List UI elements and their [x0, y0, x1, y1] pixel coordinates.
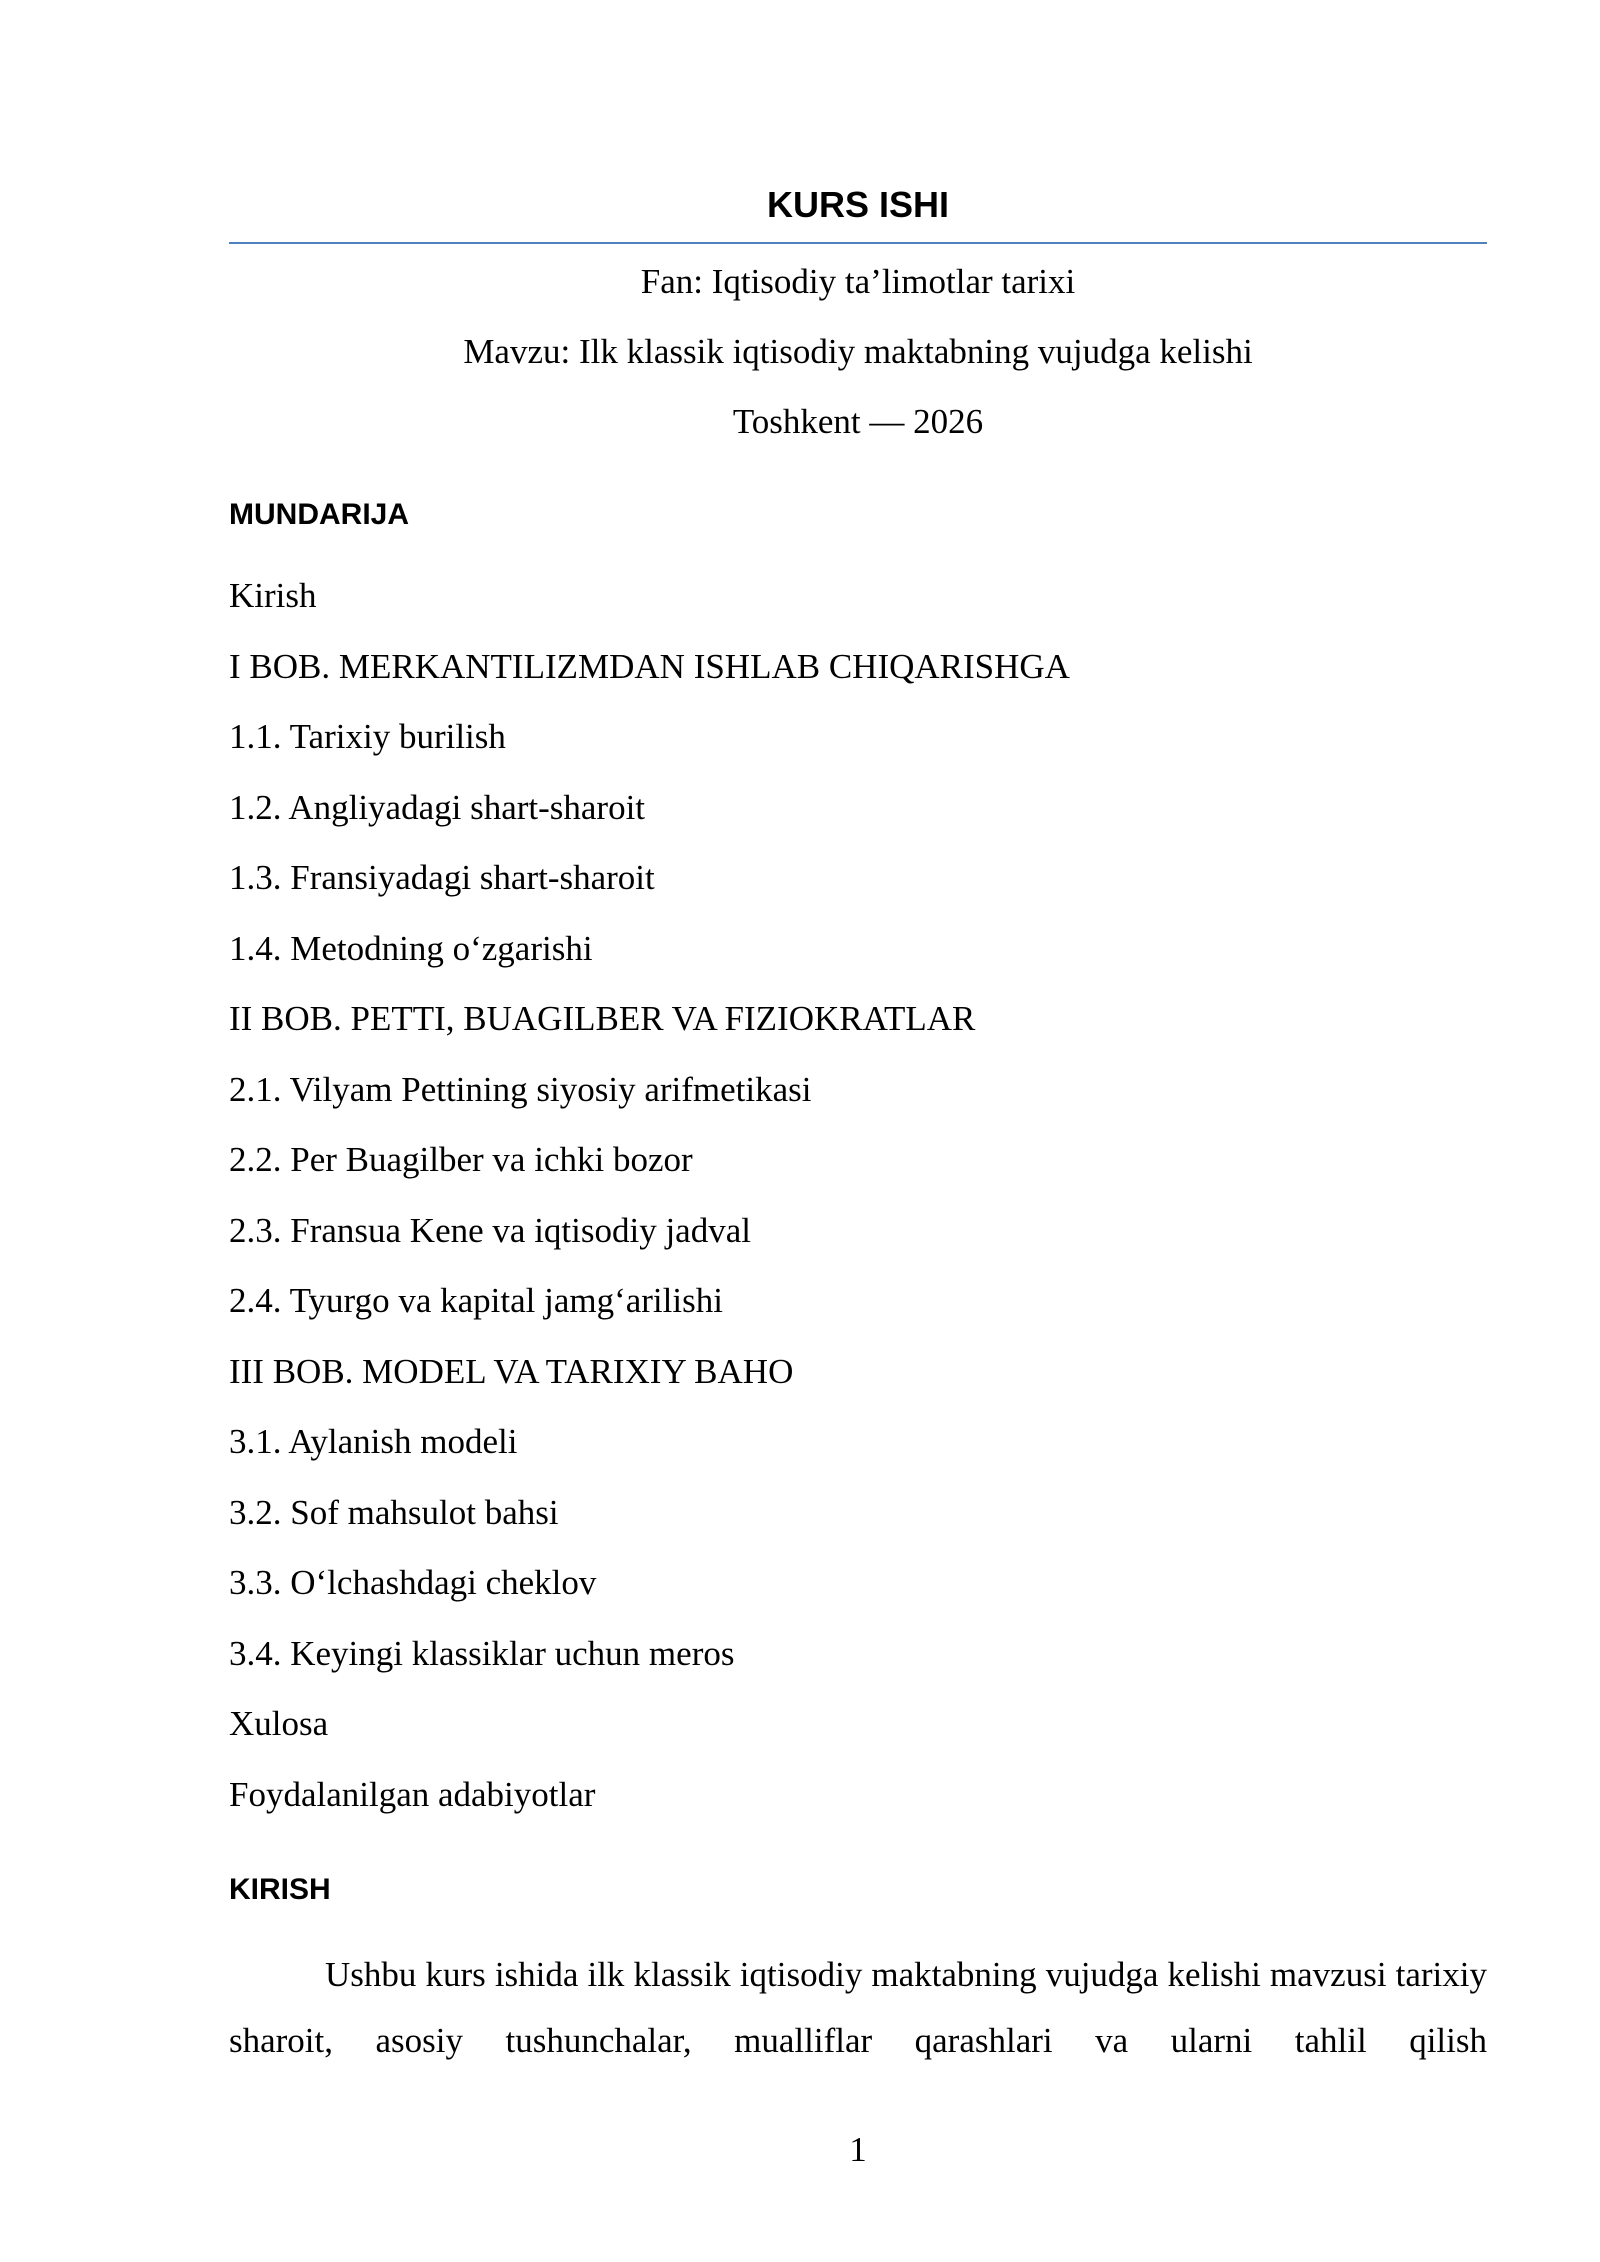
table-of-contents	[229, 571, 1487, 1840]
toc-item-1-2: 1.2. Angliyadagi shart-sharoit	[229, 787, 646, 827]
title-divider	[229, 242, 1487, 244]
page-number: 1	[849, 2130, 867, 2169]
toc-item-xulosa: Xulosa	[229, 1704, 329, 1743]
toc-item-3-3: 3.3. O‘lchashdagi cheklov	[229, 1563, 597, 1602]
intro-heading: KIRISH	[229, 1873, 331, 1906]
subject-line: Fan: Iqtisodiy ta’limotlar tarixi	[640, 262, 1076, 301]
document-page	[229, 0, 1487, 2262]
toc-item-2-3: 2.3. Fransua Kene va iqtisodiy jadval	[229, 1210, 751, 1250]
toc-item-3-1: 3.1. Aylanish modeli	[229, 1422, 518, 1461]
toc-item-2-1: 2.1. Vilyam Pettining siyosiy arifmetikasi	[229, 1069, 812, 1109]
toc-item-2-2: 2.2. Per Buagilber va ichki bozor	[229, 1140, 693, 1179]
toc-heading: MUNDARIJA	[229, 498, 409, 531]
toc-item-references: Foydalanilgan adabiyotlar	[229, 1774, 596, 1814]
intro-paragraph: Ushbu kurs ishida ilk klassik iqtisodiy maktabning vujudga kelishi mavzusi tarixiy sharoit, asosiy tushunchalar, mualliflar qarashlari va ularni tahlil qilish	[229, 1955, 1487, 2060]
toc-item-chapter-1: I BOB. MERKANTILIZMDAN ISHLAB CHIQARISHGA	[229, 646, 1070, 686]
toc-item-1-1: 1.1. Tarixiy burilish	[229, 717, 506, 756]
toc-item-3-2: 3.2. Sof mahsulot bahsi	[229, 1492, 559, 1532]
document-title: KURS ISHI	[766, 184, 950, 225]
toc-item-3-4: 3.4. Keyingi klassiklar uchun meros	[229, 1633, 735, 1673]
toc-item-2-4: 2.4. Tyurgo va kapital jamg‘arilishi	[229, 1281, 723, 1320]
toc-item-1-4: 1.4. Metodning o‘zgarishi	[229, 928, 593, 968]
toc-item-chapter-3: III BOB. MODEL VA TARIXIY BAHO	[229, 1351, 794, 1391]
toc-item-1-3: 1.3. Fransiyadagi shart-sharoit	[229, 858, 655, 897]
toc-item-chapter-2: II BOB. PETTI, BUAGILBER VA FIZIOKRATLAR	[229, 999, 976, 1038]
place-year-line: Toshkent — 2026	[732, 402, 984, 441]
toc-item-kirish: Kirish	[229, 576, 317, 615]
topic-line: Mavzu: Ilk klassik iqtisodiy maktabning vujudga kelishi	[463, 332, 1253, 371]
